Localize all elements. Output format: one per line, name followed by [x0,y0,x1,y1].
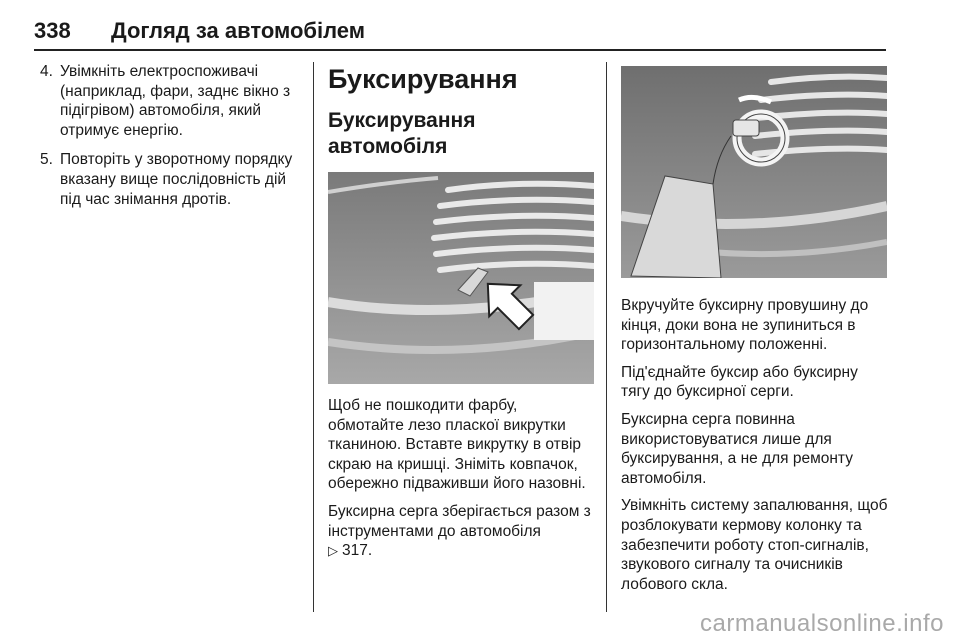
page-header [34,12,886,52]
tow-eye-illustration [621,66,887,278]
section-heading: Буксирування [328,64,518,94]
step-number: 4. [40,63,53,80]
paragraph: Вкручуйте буксирну провушину до кінця, доки вона не зупиниться в горизонтальному положенні. [621,297,869,354]
column-divider-2 [606,62,607,612]
watermark: carmanualsonline.info [700,610,944,637]
step-text: Увімкніть електроспоживачі (наприклад, фари, заднє вікно з підігрівом) автомобіля, який отримує енергію. [60,63,291,139]
subsection-heading: Буксирування автомобіля [328,109,476,158]
step-text: Повторіть у зворотному порядку вказану вище послідовність дій під час знімання дротів. [60,151,293,208]
column-right [621,62,889,602]
paragraph-text: Буксирна серга зберігається разом з інструментами до автомобіля [328,502,591,540]
bumper-cover-illustration [328,172,594,384]
column-middle [328,62,596,569]
header-divider [34,49,886,51]
paragraph: Увімкніть систему запалювання, щоб розблокувати кермову колонку та забезпечити роботу стоп-сигналів, звукового сигналу та очисників лобового скла. [621,497,888,593]
paragraph: Під'єднайте буксир або буксирну тягу до буксирної серги. [621,363,858,401]
paragraph [328,502,596,561]
paragraph: Буксирна серга повинна використовуватися лише для буксирування, а не для ремонту автомобіля. [621,410,853,487]
column-divider-1 [313,62,314,612]
step-item [34,150,302,209]
page-title: Догляд за автомобілем [111,18,366,43]
reference-arrow-icon: ▷ [328,543,338,559]
column-left [34,62,302,219]
step-number: 5. [40,151,53,169]
page-number: 338 [34,18,71,43]
paragraph: Щоб не пошкодити фарбу, обмотайте лезо пласкої викрутки тканиною. Вставте викрутку в отвір скраю на кришці. Зніміть ковпачок, обережно підваживши його назовні. [328,397,586,493]
page-reference[interactable]: 317. [342,542,373,560]
step-item [34,62,302,140]
